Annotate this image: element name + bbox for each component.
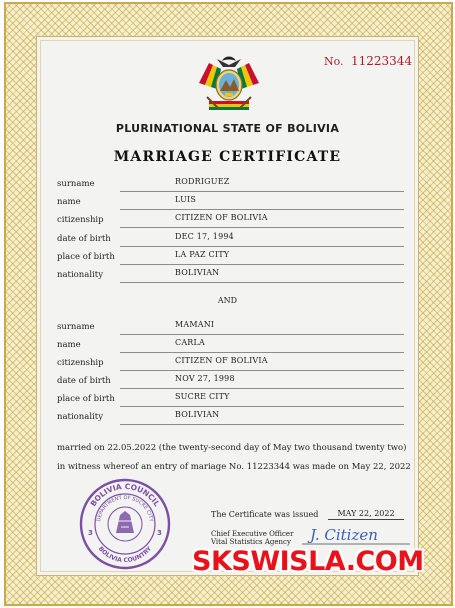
field-label: citizenship (57, 358, 104, 368)
and-separator: AND (217, 296, 238, 305)
field-label: citizenship (57, 215, 104, 225)
field-value: CARLA (175, 338, 206, 347)
field-row-nationality-2 (57, 411, 404, 425)
field-underline (120, 191, 404, 192)
field-row-citizenship-2 (57, 357, 404, 371)
field-underline (120, 209, 404, 210)
officer-line-2: Vital Statistics Agency (211, 538, 291, 546)
field-underline (120, 388, 404, 389)
field-row-surname-1 (57, 178, 404, 192)
watermark-text: SKSWISLA.COM (192, 546, 424, 577)
field-row-name-1 (57, 196, 404, 210)
issuing-country: PLURINATIONAL STATE OF BOLIVIA (115, 122, 340, 135)
field-label: name (57, 340, 81, 350)
field-value: CITIZEN OF BOLIVIA (175, 356, 268, 365)
seal-top-text: BOLIVIA COUNCIL (88, 481, 162, 508)
field-label: name (57, 197, 81, 207)
officer-title (211, 530, 293, 546)
seal-number-left: 3 (88, 529, 93, 537)
field-value: BOLIVIAN (175, 268, 220, 277)
certificate-title: MARRIAGE CERTIFICATE (113, 149, 342, 165)
field-label: place of birth (57, 394, 115, 404)
field-underline (120, 370, 404, 371)
field-row-date-of-birth-2 (57, 375, 404, 389)
field-row-surname-2 (57, 321, 404, 335)
field-row-nationality-1 (57, 269, 404, 283)
field-row-date-of-birth-1 (57, 233, 404, 247)
field-row-citizenship-1 (57, 214, 404, 228)
field-label: date of birth (57, 234, 111, 244)
field-value: BOLIVIAN (175, 410, 220, 419)
issued-label: The Certificate was issued (211, 510, 319, 519)
field-underline (120, 264, 404, 265)
issued-date: MAY 22, 2022 (328, 509, 404, 520)
signature-text: J. Citizen (310, 526, 378, 544)
seal-middle-text: DEPARTMENT OF SUCRE CITY (96, 494, 154, 523)
field-underline (120, 406, 404, 407)
field-value: RODRIGUEZ (175, 177, 230, 186)
field-value: LUIS (175, 195, 197, 204)
certificate-number-label: No. (324, 55, 344, 68)
field-underline (120, 282, 404, 283)
seal-bottom-text: BOLIVIA COUNTRY (96, 545, 154, 565)
field-label: nationality (57, 412, 103, 422)
field-value: CITIZEN OF BOLIVIA (175, 213, 268, 222)
field-label: place of birth (57, 252, 115, 262)
field-label: surname (57, 322, 95, 332)
field-label: nationality (57, 270, 103, 280)
field-underline (120, 424, 404, 425)
field-underline (120, 334, 404, 335)
field-value: SUCRE CITY (175, 392, 230, 401)
field-value: LA PAZ CITY (175, 250, 230, 259)
field-value: MAMANI (175, 320, 215, 329)
witness-statement: in witness whereof an entry of mariage No. 11223344 was made on May 22, 2022 (57, 462, 411, 472)
field-value: NOV 27, 1998 (175, 374, 235, 383)
seal-number-right: 3 (157, 529, 162, 537)
officer-line-1: Chief Executive Officer (211, 530, 294, 538)
field-underline (120, 352, 404, 353)
coat-of-arms-emblem (195, 53, 263, 115)
marriage-date-statement: married on 22.05.2022 (the twenty-second day of May two thousand twenty two) (57, 443, 407, 453)
field-row-name-2 (57, 339, 404, 353)
field-label: date of birth (57, 376, 111, 386)
certificate-number: 11223344 (351, 54, 413, 68)
field-row-place-of-birth-1 (57, 251, 404, 265)
field-row-place-of-birth-2 (57, 393, 404, 407)
council-seal-stamp (78, 477, 172, 571)
field-value: DEC 17, 1994 (175, 232, 234, 241)
field-underline (120, 227, 404, 228)
field-label: surname (57, 179, 95, 189)
field-underline (120, 246, 404, 247)
